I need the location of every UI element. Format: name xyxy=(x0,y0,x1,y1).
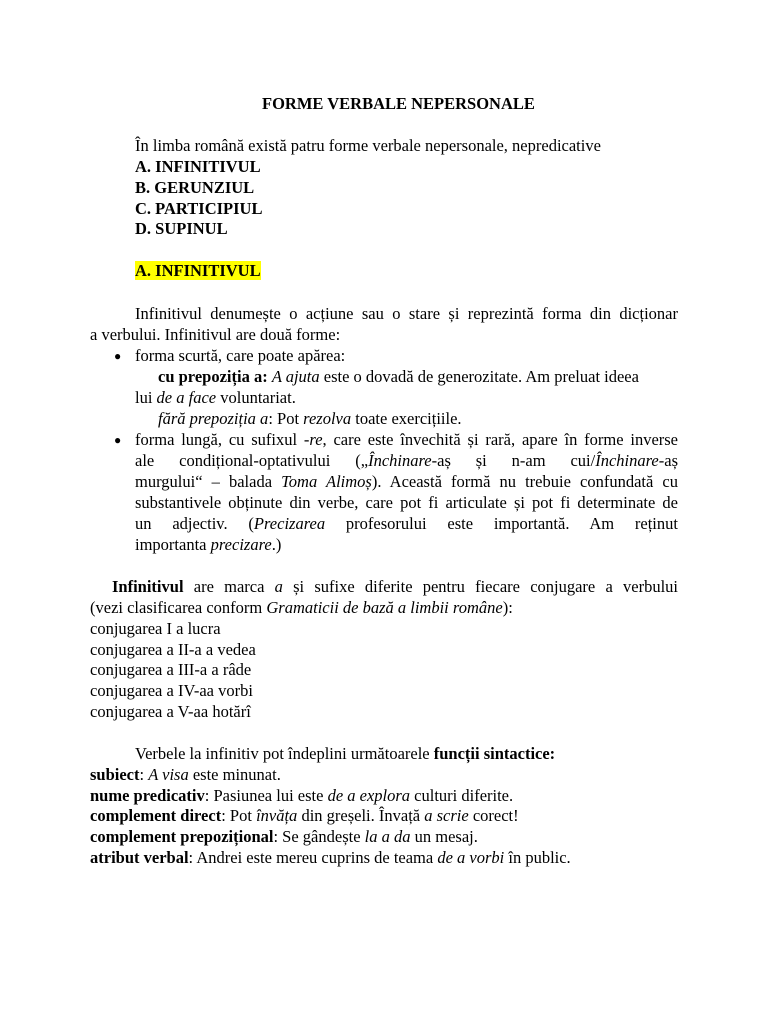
example-term: A ajuta xyxy=(271,367,320,386)
text-span: de a vorbi xyxy=(437,848,505,867)
example-text: este o dovadă de generozitate. Am preluat ideea xyxy=(319,367,639,386)
example-term: rezolva xyxy=(303,409,352,428)
text-span: , care este învechită și rară, apare în forme inverse xyxy=(322,430,679,449)
example-text: voluntariat. xyxy=(216,388,296,407)
text-span: : Andrei este mereu cuprins de teama xyxy=(188,848,438,867)
function-item xyxy=(90,848,571,868)
text-span: : Pot xyxy=(221,806,257,825)
text-span: : xyxy=(139,765,149,784)
function-label: subiect xyxy=(90,765,140,784)
text-span: precizare xyxy=(210,535,272,554)
text-span: Închinare xyxy=(368,451,432,470)
bullet-text xyxy=(135,535,281,555)
text-span: învăța xyxy=(256,806,298,825)
bullet-icon: ● xyxy=(114,349,122,363)
paragraph-line: Infinitivul denumește o acțiune sau o stare și reprezintă forma din dicționar xyxy=(135,304,678,323)
bullet-text xyxy=(135,451,678,471)
function-label: atribut verbal xyxy=(90,848,189,867)
text-span: Precizarea xyxy=(253,514,326,533)
text-span: de a explora xyxy=(327,786,411,805)
example-text: toate exercițiile. xyxy=(351,409,462,428)
text-span: din greșeli. Învață xyxy=(297,806,425,825)
section-heading xyxy=(135,261,261,281)
text-span: ale condițional-optativului („ xyxy=(135,451,369,470)
example-label: fără prepoziția a xyxy=(158,409,269,428)
text-span: Verbele la infinitiv pot îndeplini următoarele xyxy=(135,744,434,763)
conjugation-item: conjugarea a V-aa hotărî xyxy=(90,702,251,721)
function-item xyxy=(90,827,478,847)
text-span: -aș xyxy=(658,451,679,470)
text-span: (vezi clasificarea conform xyxy=(90,598,267,617)
text-span: un adjectiv. ( xyxy=(135,514,254,533)
bullet-text: substantivele obținute din verbe, care pot fi articulate și pot fi determinate de xyxy=(135,493,678,512)
paragraph-line xyxy=(90,598,513,618)
bullet-text xyxy=(135,430,678,450)
paragraph-line: a verbului. Infinitivul are două forme: xyxy=(90,325,341,344)
text-span: importanta xyxy=(135,535,211,554)
bullet-text: forma scurtă, care poate apărea: xyxy=(135,346,346,365)
function-item xyxy=(90,806,519,826)
example-line xyxy=(158,367,639,387)
function-label: complement direct xyxy=(90,806,222,825)
example-label: cu prepoziția a: xyxy=(158,367,268,386)
bullet-icon: ● xyxy=(114,433,122,447)
function-item xyxy=(90,765,281,785)
example-text: lui xyxy=(135,388,157,407)
text-span: Toma Alimoș xyxy=(281,472,372,491)
text-span: Gramaticii de bază a limbii române xyxy=(266,598,503,617)
conjugation-item: conjugarea a IV-aa vorbi xyxy=(90,681,253,700)
text-span: Închinare xyxy=(595,451,659,470)
function-label: complement prepozițional xyxy=(90,827,274,846)
bullet-text xyxy=(135,472,678,492)
text-span: A visa xyxy=(148,765,189,784)
text-span: profesorului este importantă. Am reținut xyxy=(325,514,678,533)
text-span: este minunat. xyxy=(188,765,281,784)
example-text: : Pot xyxy=(268,409,304,428)
text-span: Infinitivul xyxy=(112,577,184,596)
text-span: murgului“ – balada xyxy=(135,472,282,491)
highlighted-heading: A. INFINITIVUL xyxy=(135,261,261,280)
conjugation-item: conjugarea a II-a a vedea xyxy=(90,640,256,659)
page-title: FORME VERBALE NEPERSONALE xyxy=(262,94,535,113)
text-span: corect! xyxy=(468,806,519,825)
example-line xyxy=(158,409,462,429)
conjugation-item: conjugarea a III-a a râde xyxy=(90,660,252,679)
text-span: : Se gândește xyxy=(273,827,365,846)
text-span: funcții sintactice: xyxy=(433,744,556,763)
text-span: a xyxy=(274,577,283,596)
forms-list-item: D. SUPINUL xyxy=(135,219,228,238)
text-span: are marca xyxy=(183,577,275,596)
function-label: nume predicativ xyxy=(90,786,205,805)
forms-list-item: C. PARTICIPIUL xyxy=(135,199,263,218)
function-item xyxy=(90,786,513,806)
example-line xyxy=(135,388,296,408)
text-span: în public. xyxy=(504,848,571,867)
paragraph-line xyxy=(112,577,678,597)
intro-text: În limba română există patru forme verbale nepersonale, nepredicative xyxy=(135,136,601,155)
text-span: .) xyxy=(271,535,282,554)
text-span: ): xyxy=(502,598,513,617)
forms-list-item: B. GERUNZIUL xyxy=(135,178,255,197)
conjugation-item: conjugarea I a lucra xyxy=(90,619,221,638)
text-span: forma lungă, cu sufixul xyxy=(135,430,304,449)
text-span: un mesaj. xyxy=(410,827,478,846)
text-span: -re xyxy=(303,430,323,449)
forms-list-item: A. INFINITIVUL xyxy=(135,157,261,176)
text-span: a scrie xyxy=(424,806,469,825)
text-span: ). Această formă nu trebuie confundată cu xyxy=(371,472,678,491)
example-term: de a face xyxy=(156,388,217,407)
text-span: -aș și n-am cui/ xyxy=(431,451,596,470)
bullet-text xyxy=(135,514,678,534)
text-span: la a da xyxy=(364,827,411,846)
text-span: și sufixe diferite pentru fiecare conjugare a verbului xyxy=(282,577,678,596)
text-span: culturi diferite. xyxy=(410,786,514,805)
functions-intro xyxy=(135,744,555,764)
text-span: : Pasiunea lui este xyxy=(204,786,328,805)
